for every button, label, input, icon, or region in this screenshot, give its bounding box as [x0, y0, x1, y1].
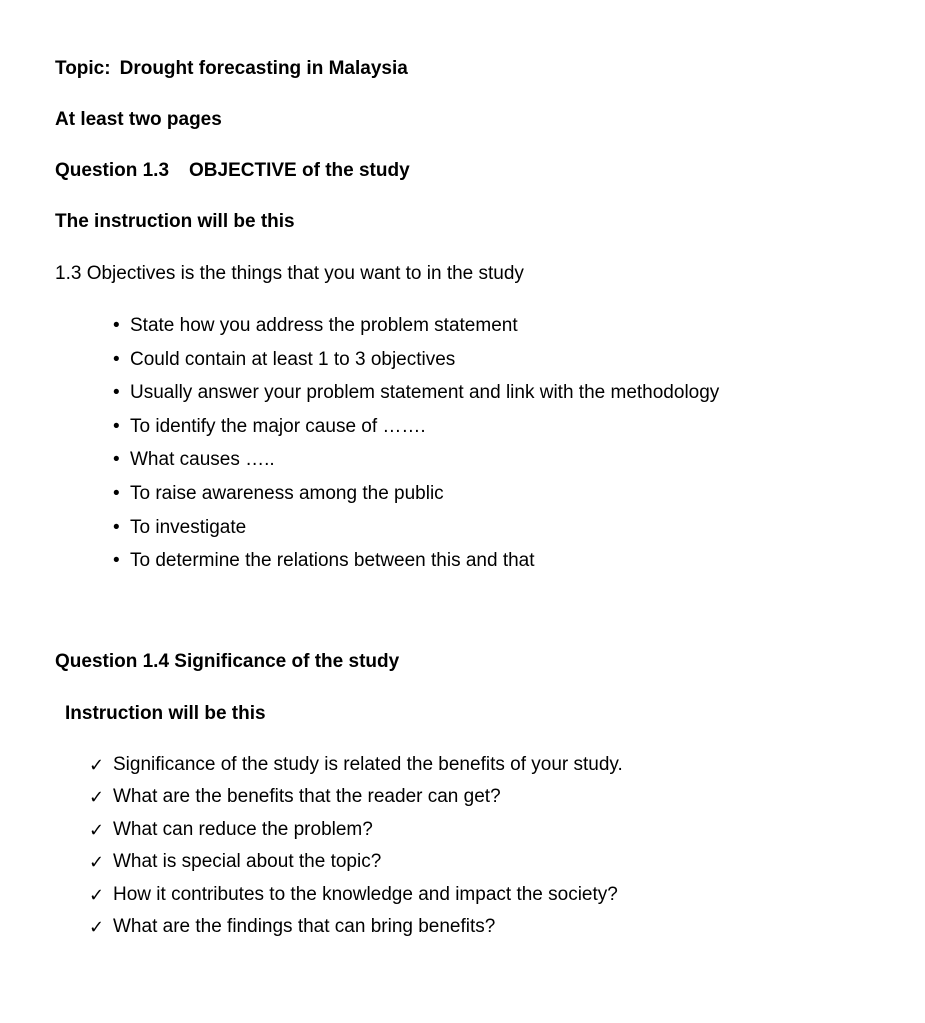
topic-value: Drought forecasting in Malaysia	[119, 58, 408, 79]
significance-item-text: Significance of the study is related the benefits of your study.	[113, 754, 623, 775]
objectives-list-item	[113, 415, 719, 449]
objectives-item-text: State how you address the problem statement	[130, 315, 518, 336]
significance-list-item	[89, 753, 623, 785]
objectives-intro: 1.3 Objectives is the things that you want to in the study	[55, 263, 524, 284]
bullet-icon: •	[113, 382, 120, 404]
question-1-4-heading: Question 1.4 Significance of the study	[55, 651, 400, 672]
topic-heading	[55, 57, 408, 81]
checkmark-icon: ✓	[89, 819, 105, 840]
bullet-icon: •	[113, 315, 120, 336]
significance-list-item	[89, 818, 623, 850]
question-1-3-instruction-heading: The instruction will be this	[55, 211, 295, 232]
bullet-icon: •	[113, 449, 120, 471]
objectives-item-text: What causes …..	[130, 449, 275, 471]
objectives-item-text: To investigate	[130, 516, 247, 538]
bullet-icon: •	[113, 550, 120, 572]
bullet-icon: •	[113, 516, 120, 538]
bullet-icon: •	[113, 415, 120, 437]
significance-list	[89, 753, 623, 947]
objectives-list-item	[113, 314, 719, 348]
objectives-item-text: To identify the major cause of …….	[130, 415, 426, 437]
checkmark-icon: ✓	[89, 755, 105, 775]
significance-item-text: What are the benefits that the reader can get?	[113, 786, 501, 808]
objectives-item-text: Usually answer your problem statement and link with the methodology	[130, 382, 720, 404]
checkmark-icon: ✓	[89, 884, 105, 905]
question-1-4-instruction-heading: Instruction will be this	[65, 703, 266, 724]
length-note: At least two pages	[55, 109, 222, 130]
significance-item-text: How it contributes to the knowledge and impact the society?	[113, 883, 618, 905]
objectives-list-item	[113, 482, 719, 516]
objectives-list-item	[113, 381, 719, 415]
checkmark-icon: ✓	[89, 787, 105, 808]
bullet-icon: •	[113, 482, 120, 504]
objectives-item-text: To raise awareness among the public	[130, 482, 444, 504]
topic-label: Topic:	[55, 58, 111, 79]
objectives-list-item	[113, 448, 719, 482]
objectives-item-text: Could contain at least 1 to 3 objectives	[130, 348, 456, 370]
significance-list-item	[89, 785, 623, 817]
checkmark-icon: ✓	[89, 916, 105, 937]
significance-item-text: What is special about the topic?	[113, 851, 382, 873]
checkmark-icon: ✓	[89, 852, 105, 873]
bullet-icon: •	[113, 348, 120, 370]
objectives-list	[113, 314, 719, 583]
significance-list-item	[89, 915, 623, 947]
objectives-list-item	[113, 348, 719, 382]
objectives-list-item	[113, 549, 719, 583]
significance-item-text: What can reduce the problem?	[113, 818, 373, 840]
significance-list-item	[89, 850, 623, 882]
question-1-3-title: OBJECTIVE of the study	[189, 160, 410, 181]
question-1-3-heading	[55, 159, 410, 183]
objectives-list-item	[113, 516, 719, 550]
significance-list-item	[89, 883, 623, 915]
objectives-item-text: To determine the relations between this and that	[130, 550, 535, 572]
question-1-3-label: Question 1.3	[55, 160, 170, 181]
significance-item-text: What are the findings that can bring benefits?	[113, 915, 496, 937]
